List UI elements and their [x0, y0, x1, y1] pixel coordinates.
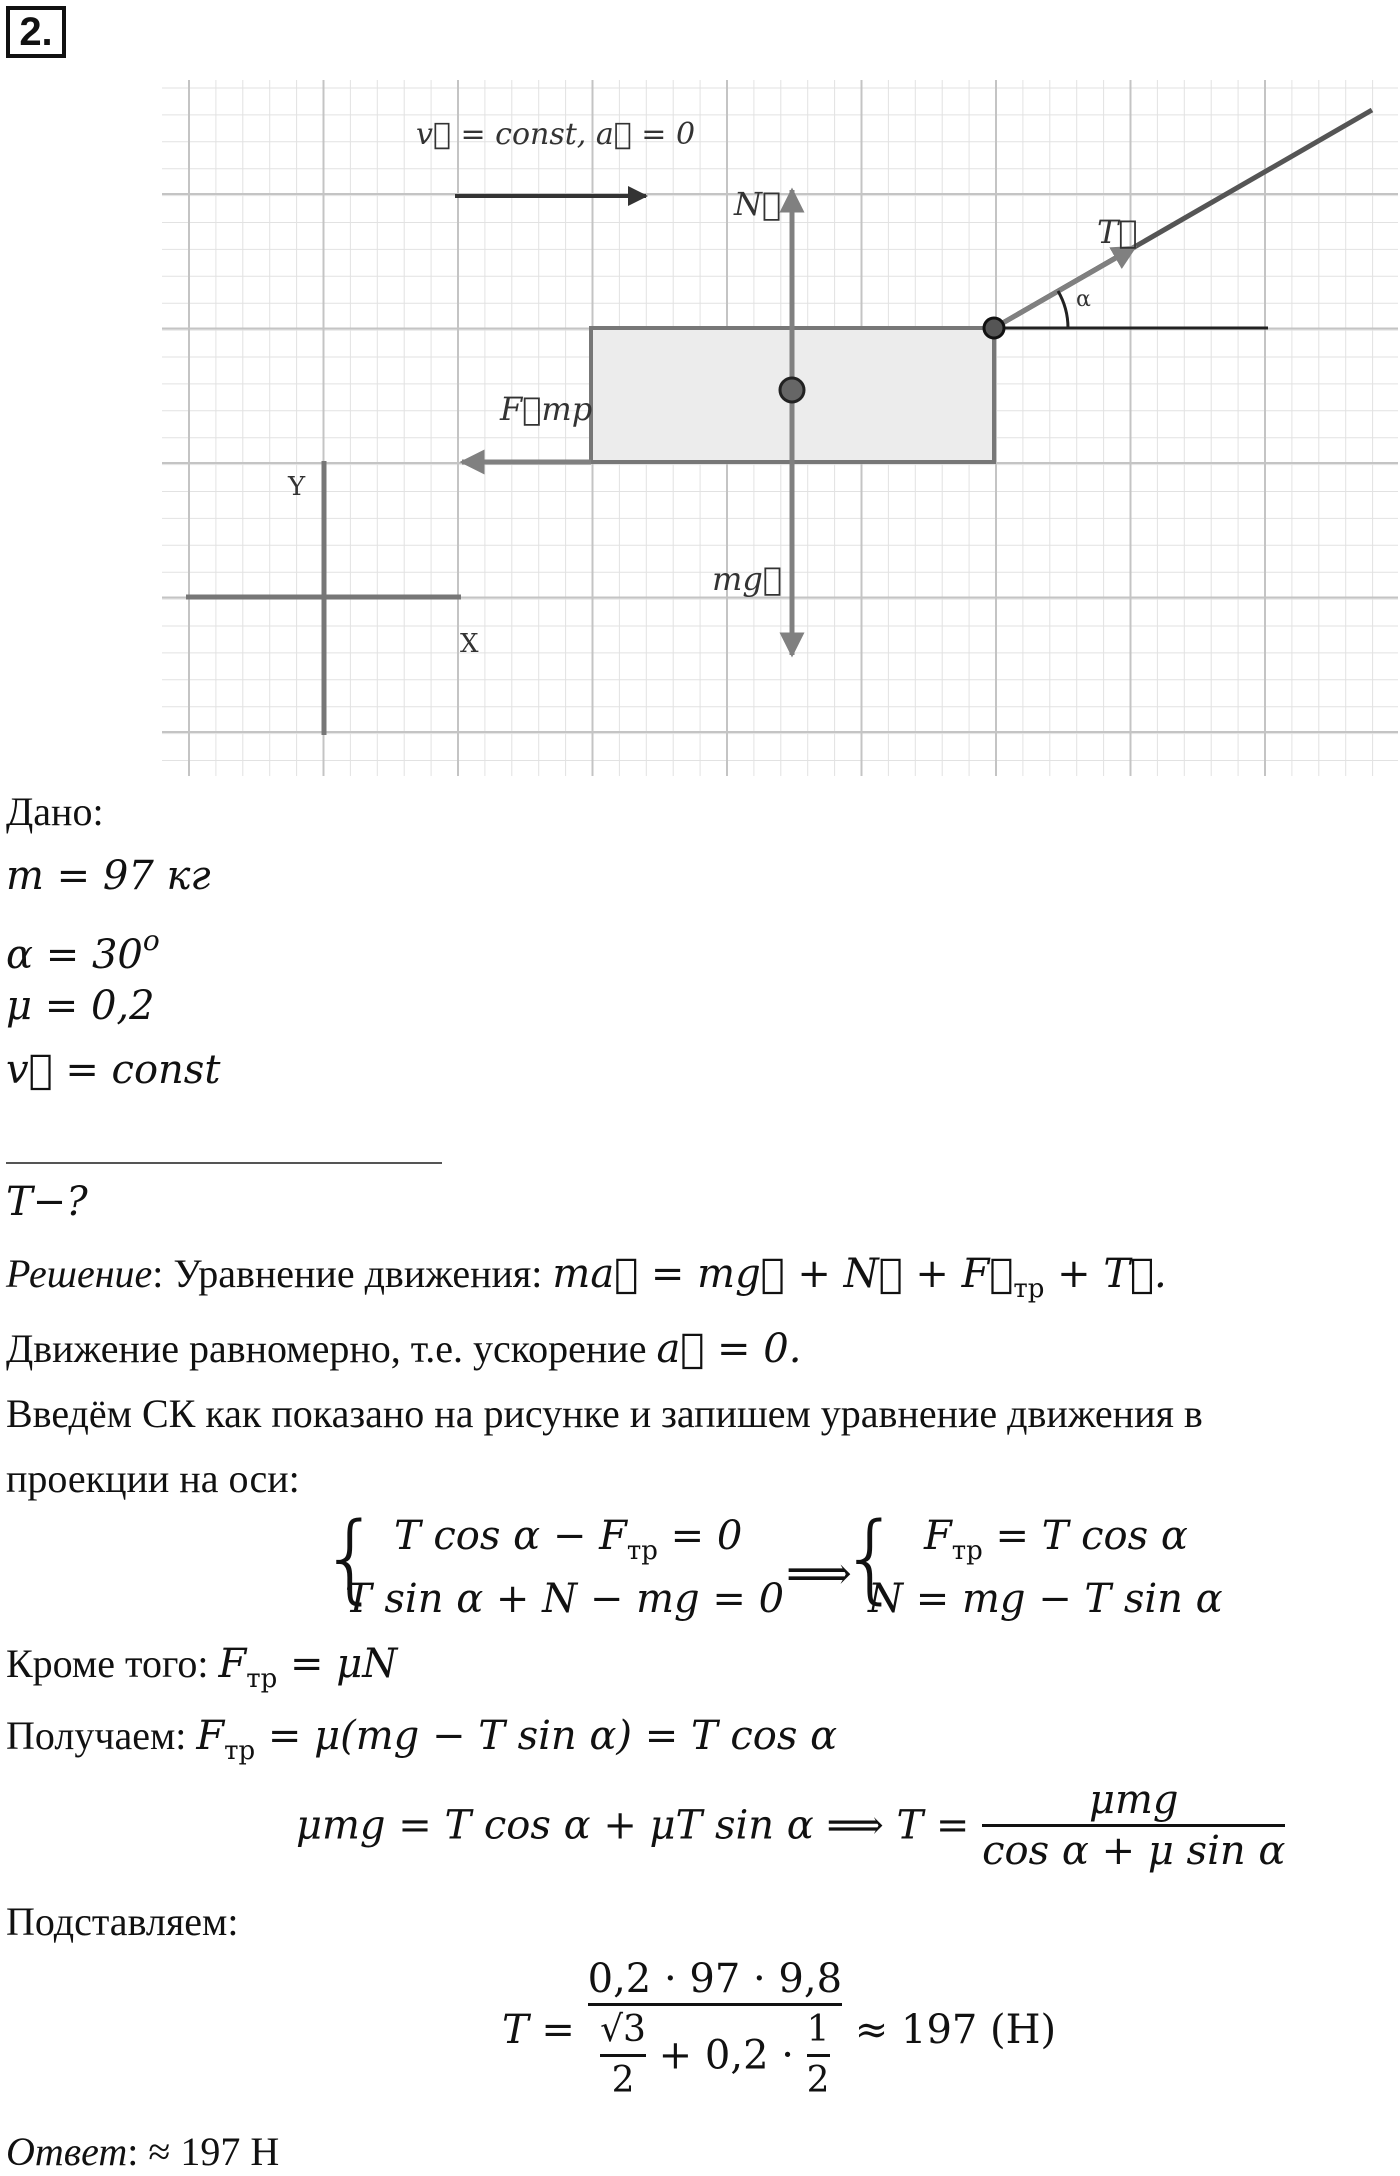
equation-3-left: T =: [502, 2007, 588, 2053]
system2-line1-pre: F: [924, 1513, 952, 1559]
half-den: 2: [807, 2054, 830, 2105]
equation-2: [296, 1776, 1285, 1875]
normal-label: N⃗: [734, 185, 782, 223]
obtain-line: [6, 1712, 837, 1775]
equation-2-denominator: cos α + μ sin α: [982, 1824, 1285, 1875]
equation-2-fraction: [982, 1776, 1285, 1875]
besides-math-pre: F: [218, 1641, 247, 1687]
given-velocity: v⃗ = const: [6, 1047, 221, 1093]
friction-label: F⃗тр: [500, 390, 593, 428]
besides-sub: тр: [246, 1664, 278, 1694]
given-angle-text: α = 30: [6, 932, 143, 978]
sqrt3-over-2: [600, 2006, 646, 2105]
sqrt3-den: 2: [600, 2054, 646, 2105]
obtain-math-end: = μ(mg − T sin α) = T cos α: [255, 1713, 838, 1759]
axis-y-label: Y: [288, 472, 306, 502]
given-mu: μ = 0,2: [6, 983, 155, 1029]
system2-line2: N = mg − T sin α: [868, 1576, 1223, 1622]
system2-line1-end: = T cos α: [982, 1513, 1188, 1559]
sk-line-1: Введём СК как показано на рисунке и запишем уравнение движения в: [6, 1391, 1203, 1436]
given-angle: [6, 917, 160, 979]
system1-line1: [394, 1512, 742, 1575]
problem-number: 2.: [6, 6, 66, 58]
equation-3-numerator: 0,2 · 97 · 9,8: [587, 1956, 843, 2002]
axis-x-label: X: [460, 629, 479, 659]
system1-line2: T sin α + N − mg = 0: [345, 1576, 785, 1622]
equation-3-denominator: [588, 2003, 842, 2105]
solution-label: Решение: [6, 1251, 153, 1296]
system1-sub: тр: [626, 1536, 658, 1566]
obtain-math: [196, 1713, 838, 1766]
uniform-math: a⃗ = 0.: [656, 1326, 802, 1372]
equation-2-left: μmg = T cos α + μT sin α ⟹ T =: [296, 1802, 983, 1849]
angle-label: α: [1076, 287, 1091, 312]
equation-3: [502, 1955, 1056, 2105]
motion-equation-end: + T⃗.: [1044, 1251, 1167, 1297]
one-half: [807, 2006, 830, 2105]
sk-line-2: проекции на оси:: [6, 1456, 300, 1501]
solution-line: [6, 1250, 1167, 1313]
obtain-text: Получаем:: [6, 1713, 197, 1758]
system2-brace: {: [840, 1502, 902, 1614]
given-mass-text: m = 97 кг: [6, 853, 211, 899]
gravity-label: mg⃗: [712, 560, 783, 598]
obtain-sub: тр: [224, 1736, 256, 1766]
sqrt3: √3: [600, 2009, 646, 2050]
equation-3-right: ≈ 197 (Н): [842, 2007, 1057, 2053]
degree-superscript: o: [142, 924, 160, 957]
besides-math: [218, 1641, 398, 1694]
uniform-line: [6, 1325, 801, 1373]
obtain-math-pre: F: [196, 1713, 225, 1759]
center-point: [780, 378, 804, 402]
attach-point: [984, 318, 1004, 338]
uniform-text: Движение равномерно, т.е. ускорение: [6, 1326, 657, 1371]
force-diagram: [0, 0, 1400, 790]
half-num: 1: [806, 2009, 830, 2050]
system2-sub: тр: [951, 1536, 983, 1566]
motion-equation: [552, 1251, 1167, 1304]
answer-value: : ≈ 197 Н: [127, 2129, 280, 2174]
given-heading: Дано:: [6, 789, 104, 834]
friction-subscript: тр: [1013, 1274, 1045, 1304]
motion-equation-main: ma⃗ = mg⃗ + N⃗ + F⃗: [552, 1251, 1014, 1297]
equation-3-fraction: [588, 1955, 842, 2105]
answer-label: Ответ: [6, 2129, 128, 2174]
system2-line1: [924, 1512, 1188, 1575]
system1-brace: {: [320, 1502, 382, 1614]
solution-intro: : Уравнение движения:: [152, 1251, 553, 1296]
besides-line: [6, 1640, 397, 1703]
velocity-label: v⃗ = const, a⃗ = 0: [416, 117, 696, 152]
besides-text: Кроме того:: [6, 1641, 219, 1686]
tension-arrow: [994, 247, 1135, 328]
tension-label: T⃗: [1097, 213, 1138, 251]
angle-arc: [1058, 291, 1068, 328]
equation-3-den-mid: + 0,2 ·: [645, 2032, 807, 2079]
implies-arrow-1: ⟹: [786, 1548, 852, 1599]
system1-line1-main: T cos α − F: [394, 1513, 627, 1559]
substitute-label: Подставляем:: [6, 1899, 239, 1944]
find-label: T−?: [6, 1179, 88, 1225]
besides-math-end: = μN: [277, 1641, 398, 1687]
system1-line1-end: = 0: [657, 1513, 743, 1559]
divider: [6, 1162, 442, 1164]
given-mass: [6, 852, 211, 900]
answer-line: [6, 2128, 279, 2176]
equation-2-numerator: μmg: [1088, 1777, 1179, 1823]
